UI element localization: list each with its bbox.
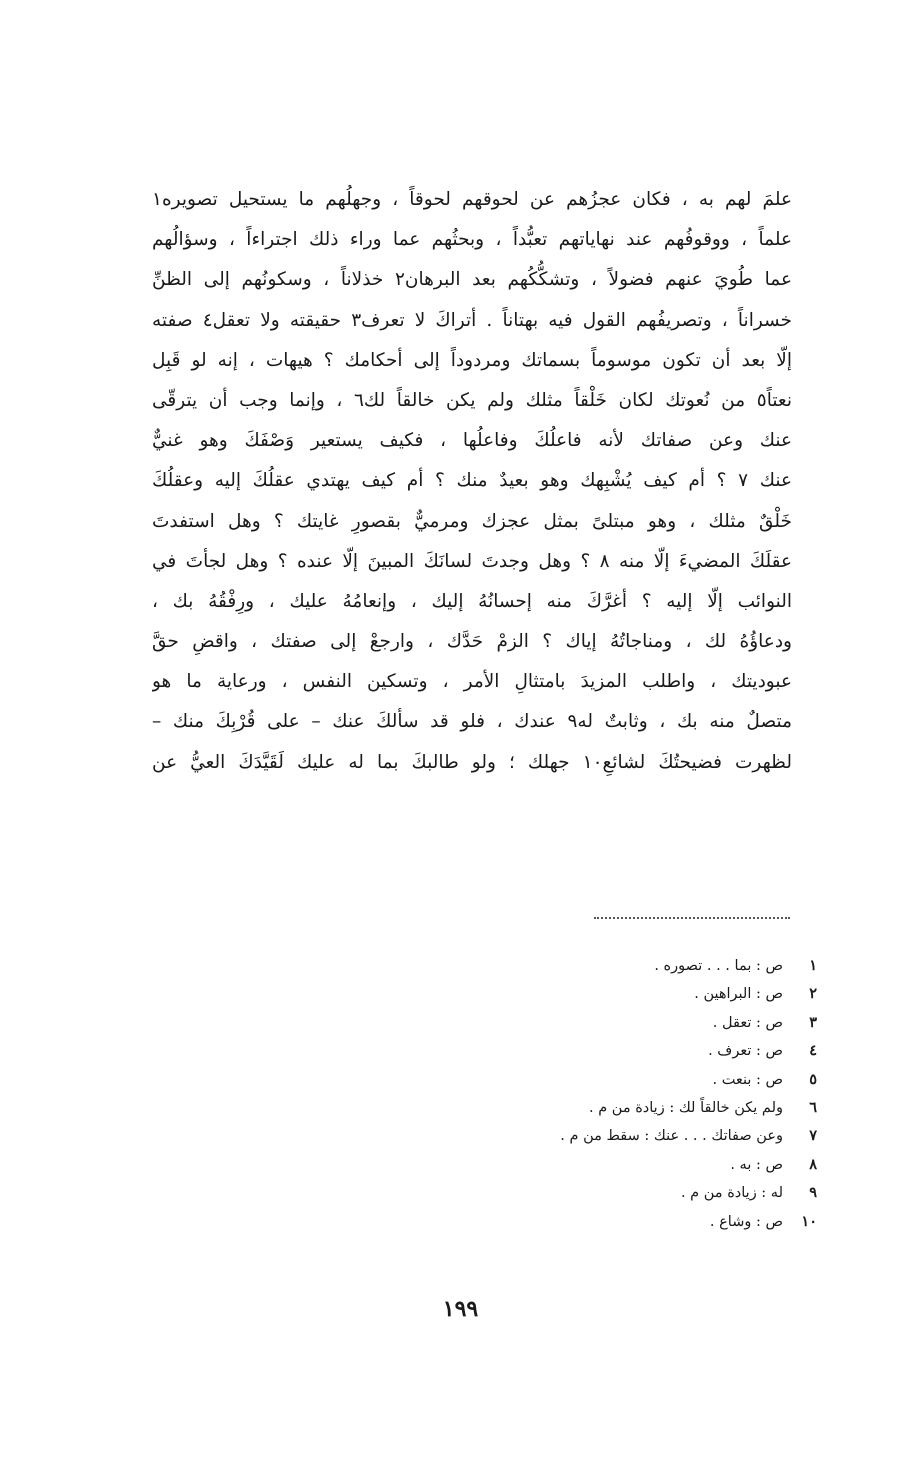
footnote-number: ٦ bbox=[809, 1098, 817, 1116]
footnote-number: ٧ bbox=[809, 1127, 817, 1145]
page-number: ١٩٩ bbox=[442, 1296, 479, 1322]
footnote-number: ٩ bbox=[809, 1184, 817, 1202]
text-line: خسراناً ، وتصريفُهم القول فيه بهتاناً . أتراكَ لا تعرف٣ حقيقته ولا تعقل٤ صفته bbox=[152, 309, 792, 331]
footnote-number: ١ bbox=[809, 957, 817, 974]
footnote-separator bbox=[594, 917, 790, 919]
footnote-item bbox=[357, 1009, 817, 1037]
text-line: لظهرت فضيحتُكَ لشائعِ١٠ جهلك ؛ ولو طالبكَ بما له عليك لَقَيَّدَكَ العيُّ عن bbox=[152, 751, 792, 773]
text-line: علمَ لهم به ، فكان عجزُهم عن لحوقهم لحوقاً ، وجهلُهم ما يستحيل تصويره١ bbox=[152, 189, 792, 210]
text-line: ودعاؤُهُ لك ، ومناجاتُهُ إياك ؟ الزمْ حَدَّك ، وارجعْ إلى صفتك ، واقضِ حقَّ bbox=[152, 631, 792, 653]
footnote-item bbox=[357, 1066, 817, 1094]
footnotes bbox=[357, 952, 817, 1236]
footnote-item bbox=[357, 1179, 817, 1207]
footnote-text: ص : تعرف . bbox=[708, 1043, 783, 1060]
text-line: عنك وعن صفاتك لأنه فاعلُكَ وفاعلُها ، فكيف يستعير وَصْفَكَ وهو غنيٌّ bbox=[152, 430, 792, 452]
footnote-text: وعن صفاتك . . . عنك : سقط من م . bbox=[560, 1128, 783, 1145]
text-line: نعتاً٥ من نُعوتك لكان خَلْقاً مثلك ولم يكن خالقاً لك٦ ، وإنما وجب أن يترقّى bbox=[152, 389, 792, 411]
footnote-text: ص : بما . . . تصوره . bbox=[654, 958, 783, 974]
main-text bbox=[152, 180, 792, 783]
footnote-number: ٣ bbox=[809, 1013, 817, 1031]
footnote-number: ٤ bbox=[809, 1042, 817, 1060]
text-line: علماً ، ووقوفُهم عند نهاياتهم تعبُّداً ، وبحثُهم عما وراء ذلك اجتراءاً ، وسؤالُهم bbox=[152, 229, 792, 251]
text-line: عقلَكَ المضيءَ إلّا منه ٨ ؟ وهل وجدتَ لسانَكَ المبينَ إلّا عنده ؟ وهل لجأتَ في bbox=[152, 550, 792, 572]
footnote-item bbox=[357, 1037, 817, 1065]
footnote-text: ص : البراهين . bbox=[694, 986, 783, 1003]
footnote-item bbox=[357, 1151, 817, 1179]
footnote-item bbox=[357, 1122, 817, 1150]
text-line: عنك ٧ ؟ أم كيف يُشْبِهك وهو بعيدٌ منك ؟ أم كيف يهتدي عقلُكَ إليه وعقلُكَ bbox=[152, 470, 792, 492]
footnote-item bbox=[357, 980, 817, 1008]
footnote-text: ص : بنعت . bbox=[712, 1071, 783, 1088]
footnote-text: له : زيادة من م . bbox=[680, 1185, 783, 1202]
footnote-text: ص : وشاع . bbox=[709, 1213, 783, 1230]
text-line: متصلٌ منه بك ، وثابتٌ له٩ عندك ، فلو قد سألكَ عنك – على قُرْبِكَ منك – bbox=[152, 711, 792, 733]
text-line: النوائب إلّا إليه ؟ أغرَّكَ منه إحسانُهُ إليك ، وإنعامُهُ عليك ، ورِفْقُهُ بك ، bbox=[152, 590, 792, 612]
footnote-item bbox=[357, 1094, 817, 1122]
text-line: إلّا بعد أن تكون موسوماً بسماتك ومردوداً إلى أحكامك ؟ هيهات ، إنه لو قَبِل bbox=[152, 349, 792, 371]
footnote-text: ص : تعقل . bbox=[712, 1014, 783, 1031]
footnote-number: ٢ bbox=[809, 985, 817, 1003]
footnote-text: ص : به . bbox=[730, 1156, 783, 1173]
text-line: خَلْقٌ مثلك ، وهو مبتلىً بمثل عجزك ومرميٌّ بقصورِ غايتك ؟ وهل استفدتَ bbox=[152, 510, 792, 532]
footnote-item bbox=[357, 952, 817, 980]
footnote-number: ٨ bbox=[809, 1155, 817, 1173]
footnote-item bbox=[357, 1208, 817, 1236]
text-line: عبوديتك ، واطلب المزيدَ بامتثالِ الأمر ، وتسكين النفس ، ورعاية ما هو bbox=[152, 671, 792, 693]
text-line: عما طُويَ عنهم فضولاً ، وتشكُّكُهم بعد البرهان٢ خذلاناً ، وسكونُهم إلى الظنِّ bbox=[152, 269, 792, 291]
footnote-number: ١٠ bbox=[801, 1212, 817, 1230]
footnote-text: ولم يكن خالقاً لك : زيادة من م . bbox=[588, 1099, 783, 1116]
footnote-number: ٥ bbox=[809, 1070, 817, 1088]
